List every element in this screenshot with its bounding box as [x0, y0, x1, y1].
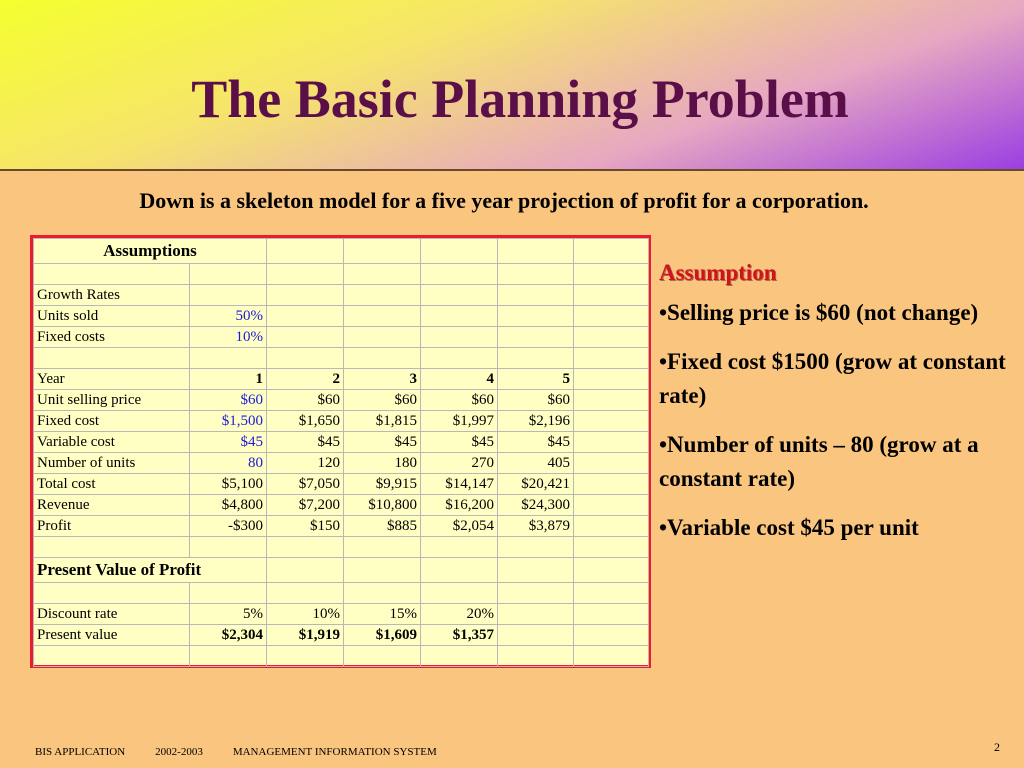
assumption-notes — [659, 256, 1009, 560]
assumptions-header-row — [34, 239, 649, 264]
assumption-item: •Number of units – 80 (grow at a constant rate) — [659, 432, 979, 491]
year-label: Year — [34, 369, 190, 390]
rate-cell: 5% — [190, 604, 267, 625]
value-cell: $7,200 — [267, 495, 344, 516]
value-cell: 405 — [498, 453, 574, 474]
pv-header: Present Value of Profit — [34, 558, 267, 583]
value-cell: $3,879 — [498, 516, 574, 537]
pv-cell: $1,919 — [267, 625, 344, 646]
title-divider — [0, 169, 1024, 171]
value-cell: $1,500 — [190, 411, 267, 432]
value-cell: $20,421 — [498, 474, 574, 495]
blank-row — [34, 348, 649, 369]
value-cell: $2,196 — [498, 411, 574, 432]
value-cell: $16,200 — [421, 495, 498, 516]
present-value-label: Present value — [34, 625, 190, 646]
pv-cell: $1,357 — [421, 625, 498, 646]
rate-cell: 15% — [344, 604, 421, 625]
assumption-item: •Selling price is $60 (not change) — [659, 300, 979, 325]
value-cell: $45 — [190, 432, 267, 453]
value-cell: $14,147 — [421, 474, 498, 495]
blank-row — [34, 646, 649, 667]
assumptions-header: Assumptions — [34, 239, 267, 264]
present-value-row — [34, 625, 649, 646]
value-cell: 270 — [421, 453, 498, 474]
value-cell: 180 — [344, 453, 421, 474]
value-cell: $1,815 — [344, 411, 421, 432]
table-row — [34, 390, 649, 411]
year-cell: 2 — [267, 369, 344, 390]
value-cell: $60 — [190, 390, 267, 411]
fixed-costs-label: Fixed costs — [34, 327, 190, 348]
value-cell: $9,915 — [344, 474, 421, 495]
spreadsheet-model — [30, 235, 651, 668]
projection-table — [33, 238, 649, 667]
assumption-item: •Variable cost $45 per unit — [659, 515, 919, 540]
value-cell: 80 — [190, 453, 267, 474]
fixed-costs-value: 10% — [190, 327, 267, 348]
footer-subject: MANAGEMENT INFORMATION SYSTEM — [232, 746, 437, 758]
value-cell: $10,800 — [344, 495, 421, 516]
units-sold-value: 50% — [190, 306, 267, 327]
table-row — [34, 432, 649, 453]
blank-row — [34, 264, 649, 285]
value-cell: $60 — [344, 390, 421, 411]
pv-cell: $1,609 — [344, 625, 421, 646]
growth-rates-label: Growth Rates — [34, 285, 190, 306]
year-row — [34, 369, 649, 390]
row-label: Profit — [34, 516, 190, 537]
value-cell: $7,050 — [267, 474, 344, 495]
value-cell: $1,650 — [267, 411, 344, 432]
units-sold-label: Units sold — [34, 306, 190, 327]
year-cell: 1 — [190, 369, 267, 390]
year-cell: 5 — [498, 369, 574, 390]
value-cell: $60 — [267, 390, 344, 411]
fixed-costs-row — [34, 327, 649, 348]
pv-header-row — [34, 558, 649, 583]
row-label: Number of units — [34, 453, 190, 474]
value-cell: $60 — [498, 390, 574, 411]
value-cell: -$300 — [190, 516, 267, 537]
units-sold-row — [34, 306, 649, 327]
value-cell: $885 — [344, 516, 421, 537]
rate-cell: 20% — [421, 604, 498, 625]
table-row — [34, 411, 649, 432]
row-label: Fixed cost — [34, 411, 190, 432]
value-cell: 120 — [267, 453, 344, 474]
table-row — [34, 453, 649, 474]
blank-row — [34, 537, 649, 558]
assumption-heading: Assumption — [659, 260, 777, 285]
value-cell: $1,997 — [421, 411, 498, 432]
discount-rate-label: Discount rate — [34, 604, 190, 625]
table-row — [34, 495, 649, 516]
footer-years: 2002-2003 — [155, 746, 203, 758]
value-cell: $45 — [344, 432, 421, 453]
row-label: Variable cost — [34, 432, 190, 453]
row-label: Total cost — [34, 474, 190, 495]
value-cell: $45 — [421, 432, 498, 453]
year-cell: 3 — [344, 369, 421, 390]
rate-cell: 10% — [267, 604, 344, 625]
value-cell: $5,100 — [190, 474, 267, 495]
growth-rates-row — [34, 285, 649, 306]
table-row — [34, 474, 649, 495]
slide-footer — [35, 746, 467, 758]
value-cell: $60 — [421, 390, 498, 411]
row-label: Unit selling price — [34, 390, 190, 411]
value-cell: $2,054 — [421, 516, 498, 537]
value-cell: $150 — [267, 516, 344, 537]
discount-rate-row — [34, 604, 649, 625]
row-label: Revenue — [34, 495, 190, 516]
table-row — [34, 516, 649, 537]
blank-row — [34, 583, 649, 604]
value-cell: $4,800 — [190, 495, 267, 516]
slide-subtitle: Down is a skeleton model for a five year projection of profit for a corporation. — [139, 188, 869, 213]
page-number: 2 — [994, 740, 1000, 754]
value-cell: $24,300 — [498, 495, 574, 516]
footer-course: BIS APPLICATION — [35, 746, 126, 758]
assumption-item: •Fixed cost $1500 (grow at constant rate) — [659, 349, 1006, 408]
slide-title: The Basic Planning Problem — [191, 69, 849, 129]
year-cell: 4 — [421, 369, 498, 390]
value-cell: $45 — [498, 432, 574, 453]
value-cell: $45 — [267, 432, 344, 453]
pv-cell: $2,304 — [190, 625, 267, 646]
